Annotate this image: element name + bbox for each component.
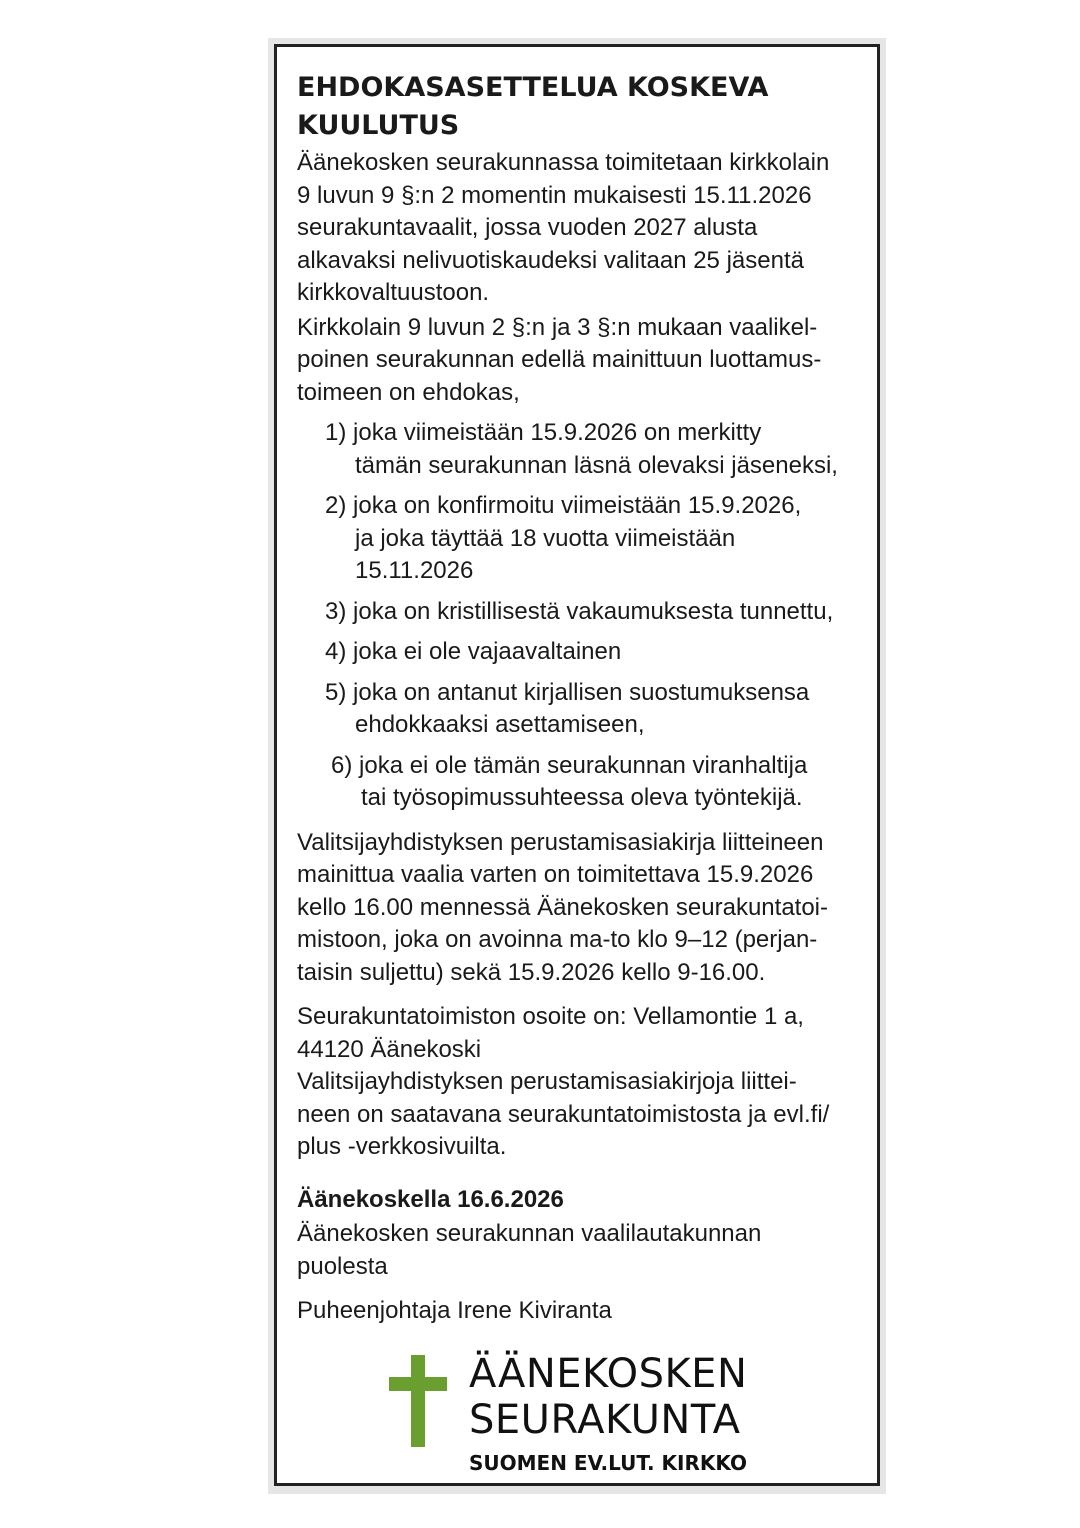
eligibility-list — [297, 417, 869, 815]
list-item: 5) joka on antanut kirjallisen suostumuksensa ehdokkaaksi asettamiseen, — [325, 678, 810, 738]
paragraph-election-info: Äänekosken seurakunnassa toimitetaan kirkkolain 9 luvun 9 §:n 2 momentin mukaisesti 15.11.2026 seurakuntavaalit, jossa vuoden 2027 alusta alkavaksi nelivuotiskaudeksi valitaan 25 jäsentä kirkkovaltuustoon. — [297, 149, 830, 306]
notice-title: EHDOKASASETTELUA KOSKEVA KUULUTUS — [297, 72, 769, 141]
list-item: 1) joka viimeistään 15.9.2026 on merkitty tämän seurakunnan läsnä olevaksi jäseneksi, — [325, 419, 838, 479]
place-date: Äänekoskella 16.6.2026 — [297, 1185, 564, 1213]
cross-icon — [389, 1355, 447, 1447]
list-item: 2) joka on konfirmoitu viimeistään 15.9.2026, ja joka täyttää 18 vuotta viimeistään 15.11.2026 — [325, 492, 802, 584]
parish-logo — [389, 1353, 789, 1483]
signature: Puheenjohtaja Irene Kiviranta — [297, 1297, 612, 1324]
list-item: 4) joka ei ole vajaavaltainen — [325, 638, 622, 665]
notice-content — [297, 69, 869, 1330]
notice-border — [274, 44, 880, 1486]
logo-name-line1: ÄÄNEKOSKEN — [469, 1351, 748, 1397]
list-item: 6) joka ei ole tämän seurakunnan viranhaltija tai työsopimussuhteessa oleva työntekijä. — [331, 751, 808, 811]
paragraph-address: Seurakuntatoimiston osoite on: Vellamontie 1 a, 44120 Äänekoski Valitsijayhdistyksen perustamisasiakirjoja liittei- neen on saatavana seurakuntatoimistosta ja evl.fi/ plus -verkkosivuilta. — [297, 1003, 830, 1160]
paragraph-submission: Valitsijayhdistyksen perustamisasiakirja liitteineen mainittua vaalia varten on toimitettava 15.9.2026 kello 16.00 mennessä Äänekosken seurakuntatoi- mistoon, joka on avoinna ma-to klo 9–12 (perjan- taisin suljettu) sekä 15.9.2026 kello 9-16.00. — [297, 828, 828, 986]
notice-frame — [268, 38, 886, 1494]
on-behalf-text: Äänekosken seurakunnan vaalilautakunnan puolesta — [297, 1220, 762, 1280]
paragraph-eligibility: Kirkkolain 9 luvun 2 §:n ja 3 §:n mukaan vaalikel- poinen seurakunnan edellä mainittuun luottamus- toimeen on ehdokas, — [297, 313, 822, 406]
list-item: 3) joka on kristillisestä vakaumuksesta tunnettu, — [325, 597, 834, 625]
logo-subtitle: SUOMEN EV.LUT. KIRKKO — [469, 1451, 747, 1475]
logo-name-line2: SEURAKUNTA — [469, 1397, 741, 1443]
